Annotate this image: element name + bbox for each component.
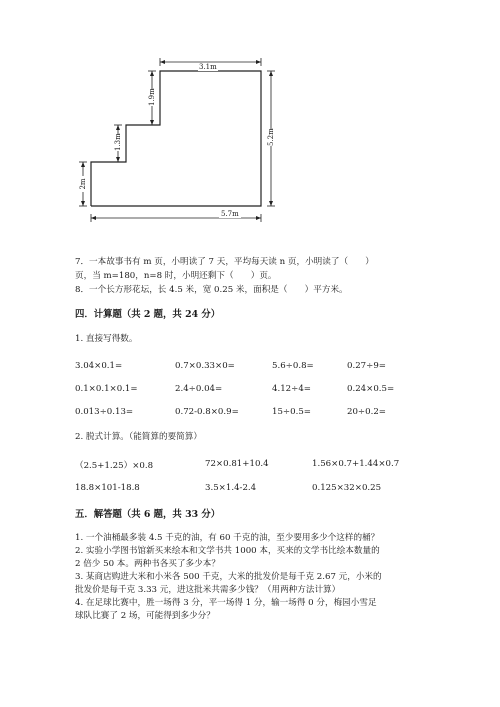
calc-item: 15÷0.5= bbox=[272, 407, 312, 417]
calc-item: 3.04×0.1= bbox=[75, 361, 123, 371]
expression-item: 1.56×0.7+1.44×0.7 bbox=[312, 459, 400, 469]
question-8: 8．一个长方形花坛，长 4.5 米，宽 0.25 米，面积是（ ）平方米。 bbox=[75, 285, 348, 295]
upper-step-label: 1.9m bbox=[148, 88, 156, 106]
top-width-label: 3.1m bbox=[199, 63, 217, 71]
problem-line: 3. 某商店购进大米和小米各 500 千克，大米的批发价是每千克 2.67 元，小米的 bbox=[75, 572, 382, 582]
calc-item: 5.6÷0.8= bbox=[272, 361, 314, 371]
section-4-title: 四．计算题（共 2 题，共 24 分） bbox=[75, 309, 221, 320]
middle-step-label: 1.3m bbox=[114, 133, 122, 151]
calc-item: 0.27÷9= bbox=[347, 361, 387, 371]
calc-item: 0.1×0.1×0.1= bbox=[75, 384, 138, 394]
calc-item: 2.4÷0.04= bbox=[175, 384, 223, 394]
question-7-line-2: 页，当 m=180，n=8 时，小明还剩下（ ）页。 bbox=[75, 271, 277, 281]
problem-line: 2 倍少 50 本。两种书各买了多少本？ bbox=[75, 559, 220, 569]
calc-item: 0.24×0.5= bbox=[347, 384, 395, 394]
calc-item: 0.7×0.33×0= bbox=[175, 361, 235, 371]
expression-item: 18.8×101-18.8 bbox=[75, 483, 140, 493]
problem-line: 1. 一个油桶最多装 4.5 千克的油，有 60 千克的油，至少要用多少个这样的桶？ bbox=[75, 533, 380, 543]
expression-item: 3.5×1.4-2.4 bbox=[205, 483, 257, 493]
calc-item: 0.72-0.8×0.9= bbox=[175, 407, 239, 417]
expression-item: 72×0.81+10.4 bbox=[205, 459, 269, 469]
right-height-label: 5.2m bbox=[267, 128, 275, 146]
problem-line: 批发价是每千克 3.33 元，进这批米共需多少钱？（用两种方法计算） bbox=[75, 585, 341, 595]
section-4-q1-title: 1. 直接写得数。 bbox=[75, 334, 138, 344]
staircase-outline bbox=[0, 0, 500, 240]
left-height-label: 2m bbox=[79, 176, 87, 192]
calc-item: 4.12÷4= bbox=[272, 384, 312, 394]
question-7-line-1: 7．一本故事书有 m 页，小明读了 7 天，平均每天读 n 页，小明读了（ ） bbox=[75, 257, 374, 267]
problem-line: 球队比赛了 2 场，可能得到多少分？ bbox=[75, 611, 215, 621]
calc-item: 0.013÷0.13= bbox=[75, 407, 134, 417]
section-4-q2-title: 2. 脱式计算。（能简算的要简算） bbox=[75, 432, 202, 442]
problem-line: 2. 实验小学图书馆新买来绘本和文学书共 1000 本，买来的文学书比绘本数量的 bbox=[75, 546, 380, 556]
bottom-width-label: 5.7m bbox=[221, 210, 239, 218]
staircase-figure bbox=[0, 0, 500, 240]
expression-item: 0.125×32×0.25 bbox=[312, 483, 382, 493]
problem-line: 4. 在足球比赛中，胜一场得 3 分，平一场得 1 分，输一场得 0 分，梅园小雪足 bbox=[75, 598, 377, 608]
expression-item: （2.5+1.25）×0.8 bbox=[75, 461, 154, 471]
calc-item: 20÷0.2= bbox=[347, 407, 387, 417]
section-5-title: 五．解答题（共 6 题，共 33 分） bbox=[75, 509, 221, 520]
